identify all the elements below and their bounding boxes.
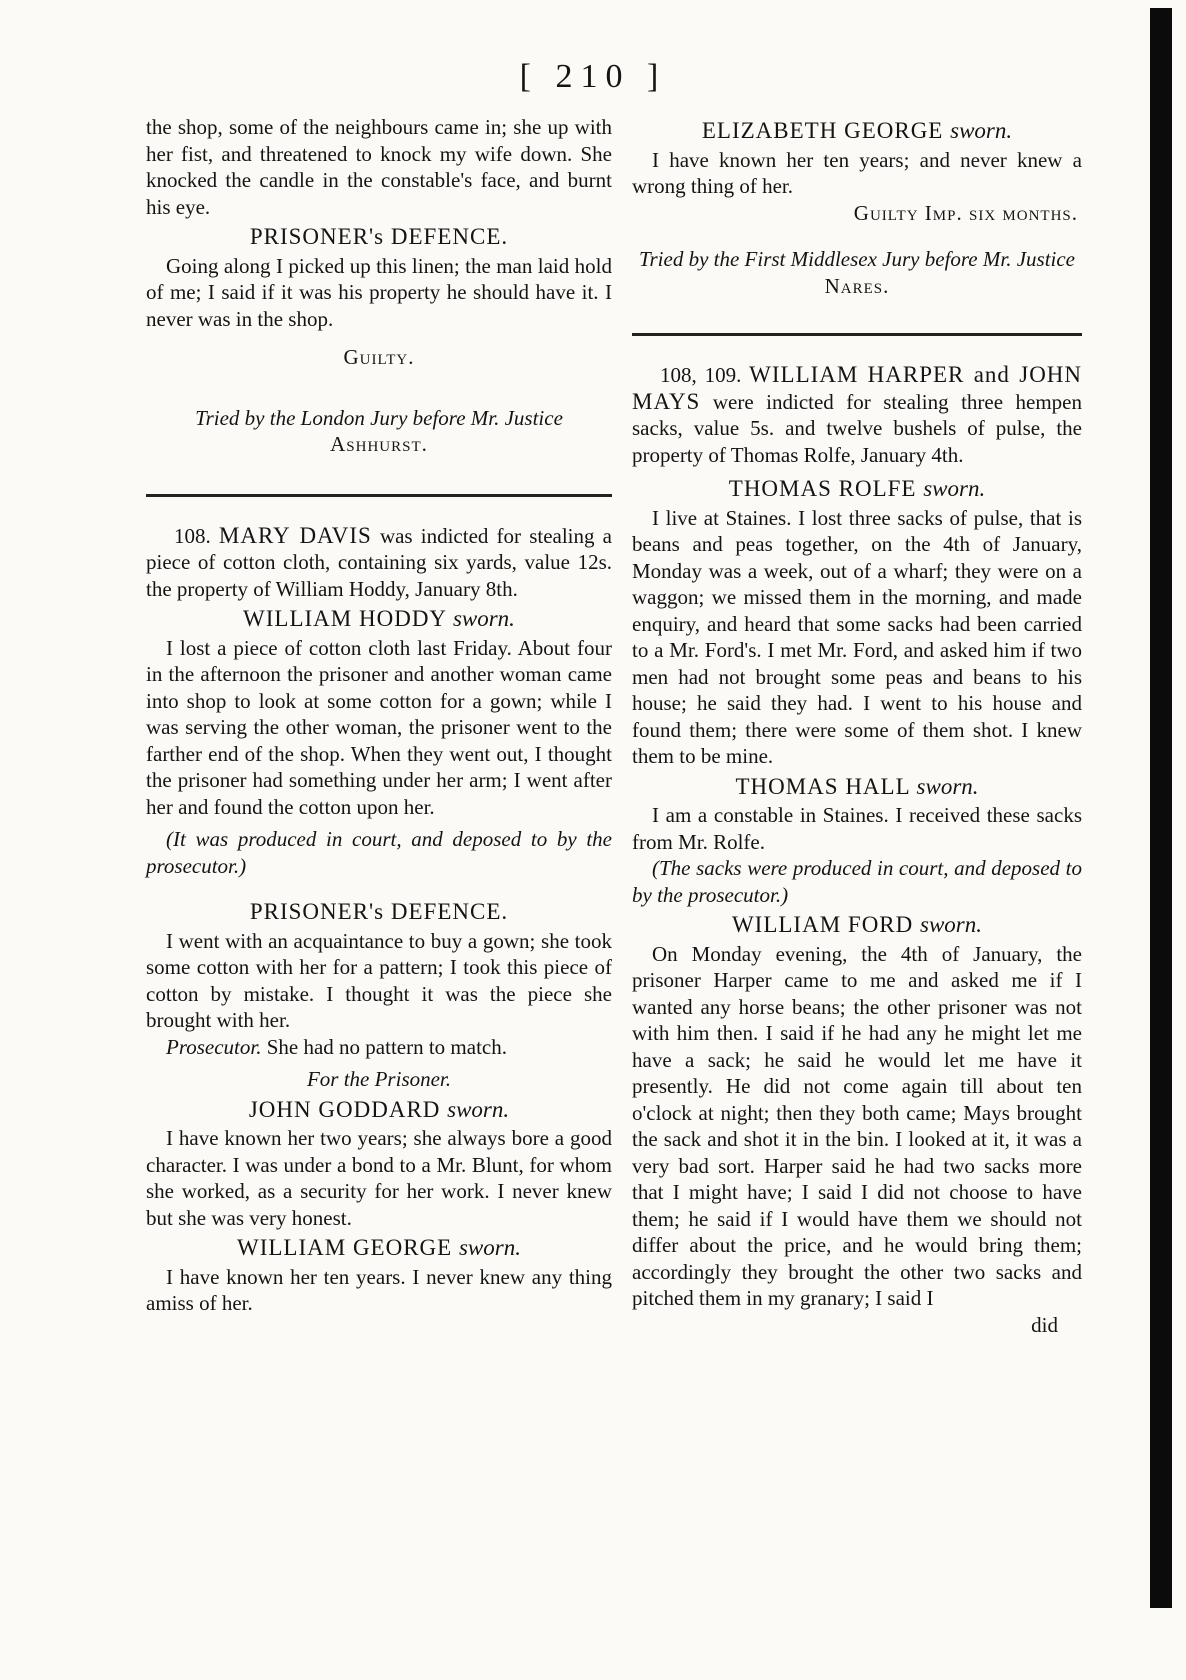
witness-heading [146,606,612,633]
trial-note [146,405,612,458]
subheading: For the Prisoner. [306,1067,452,1091]
witness-heading [632,118,1082,145]
witness-name: WILLIAM GEORGE [237,1235,453,1260]
sworn-label: sworn. [916,773,979,799]
verdict: Guilty. [343,345,415,369]
case-number: 108, 109. [660,363,742,387]
sworn-label: sworn. [920,912,983,937]
testimony: I have known her ten years. I never knew any thing amiss of her. [146,1264,612,1315]
trial-note [632,246,1082,299]
witness-heading [146,1097,612,1124]
speaker-label: Prosecutor. [166,1034,262,1059]
witness-name: JOHN GODDARD [248,1096,441,1122]
testimony: I live at Staines. I lost three sacks of pulse, that is beans and peas together, on the 4th of January, Monday was a week, out of a wharf; they were on a waggon; we missed them in the morning, and made enquiry, and heard that some sacks had been carried to a Mr. Ford's. I met Mr. Ford, and asked him if two men had not brought some peas and beans to his house; he said they had. I went to his house and found them; there were some of them shot. I knew them to be mine. [632,505,1082,768]
case-paragraph [632,362,1082,468]
prosecutor-line [146,1034,612,1061]
speaker-text: She had no pattern to match. [266,1034,507,1059]
sworn-label: sworn. [950,118,1013,143]
court-note: (The sacks were produced in court, and deposed to by the prosecutor.) [632,856,1082,907]
defendant-name: MARY DAVIS [218,522,372,548]
defendant-name: WILLIAM HARPER and JOHN MAYS [632,362,1083,414]
trial-note-text: Tried by the London Jury before Mr. Justice [195,405,563,430]
left-column [146,114,612,1317]
testimony: I am a constable in Staines. I received these sacks from Mr. Rolfe. [632,803,1082,854]
section-heading: PRISONER's DEFENCE. [249,899,509,924]
witness-name: THOMAS HALL [735,773,910,799]
witness-heading [632,476,1082,503]
page-number: [ 210 ] [519,58,667,95]
sworn-label: sworn. [447,1096,510,1122]
witness-name: WILLIAM FORD [731,912,914,937]
paragraph: the shop, some of the neighbours came in; she up with her fist, and threatened to knock my wife down. She knocked the candle in the constable's face, and burnt his eye. [146,115,612,219]
sworn-label: sworn. [923,476,986,501]
page-edge-shadow [1150,8,1172,1608]
witness-name: ELIZABETH GEORGE [701,118,944,143]
witness-heading [632,774,1082,801]
sworn-label: sworn. [452,606,515,631]
witness-name: WILLIAM HODDY [243,606,447,631]
case-paragraph [146,523,612,603]
paragraph: Going along I picked up this linen; the man laid hold of me; I said if it was his property he should have it. I never was in the shop. [146,253,612,331]
case-number: 108. [174,523,211,548]
justice-name: Nares. [824,273,890,298]
catchword: did [1031,1312,1058,1337]
divider [146,494,612,497]
trial-note-text: Tried by the First Middlesex Jury before Mr. Justice [638,247,1076,271]
right-column [632,114,1082,1338]
witness-name: THOMAS ROLFE [728,476,917,501]
court-note: (It was produced in court, and deposed to by the prosecutor.) [146,827,612,878]
witness-heading [146,1235,612,1262]
divider [632,333,1082,336]
section-heading: PRISONER's DEFENCE. [249,224,509,249]
paragraph: I went with an acquaintance to buy a gown; she took some cotton with her for a pattern; I took this piece of cotton by mistake. I thought it was the piece she brought with her. [146,928,612,1032]
witness-heading [632,912,1082,939]
case-text: were indicted for stealing three hempen sacks, value 5s. and twelve bushels of pulse, the property of Thomas Rolfe, January 4th. [632,389,1083,467]
testimony: I lost a piece of cotton cloth last Friday. About four in the afternoon the prisoner and another woman came into shop to look at some cotton for a gown; while I was serving the other woman, the prisoner went to the farther end of the shop. When they went out, I thought the prisoner had something under her arm; I went after her and found the cotton upon her. [146,635,612,819]
case-text: was indicted for stealing a piece of cotton cloth, containing six yards, value 12s. the property of William Hoddy, January 8th. [146,523,612,601]
testimony: I have known her two years; she always bore a good character. I was under a bond to a Mr. Blunt, for whom she worked, as a security for her work. I never knew but she was very honest. [146,1126,612,1230]
sworn-label: sworn. [458,1235,521,1260]
testimony: I have known her ten years; and never knew a wrong thing of her. [632,147,1082,198]
testimony: On Monday evening, the 4th of January, the prisoner Harper came to me and asked me if I wanted any horse beans; the other prisoner was not with him then. I said if he had any he might let me have a sack; he said he would let me have it presently. He did not come again till about ten o'clock at night; then they both came; Mays brought the sack and shot it in the bin. I looked at it, it was a very bad sort. Harper said he had two sacks more that I might have; I said I did not choose to have them; he said if I would have them we should not differ about the price, and he would bring them; accordingly they brought the other two sacks and pitched them in my granary; I said I [632,941,1082,1310]
justice-name: Ashhurst. [330,432,428,456]
verdict: Guilty Imp. six months. [853,200,1078,225]
